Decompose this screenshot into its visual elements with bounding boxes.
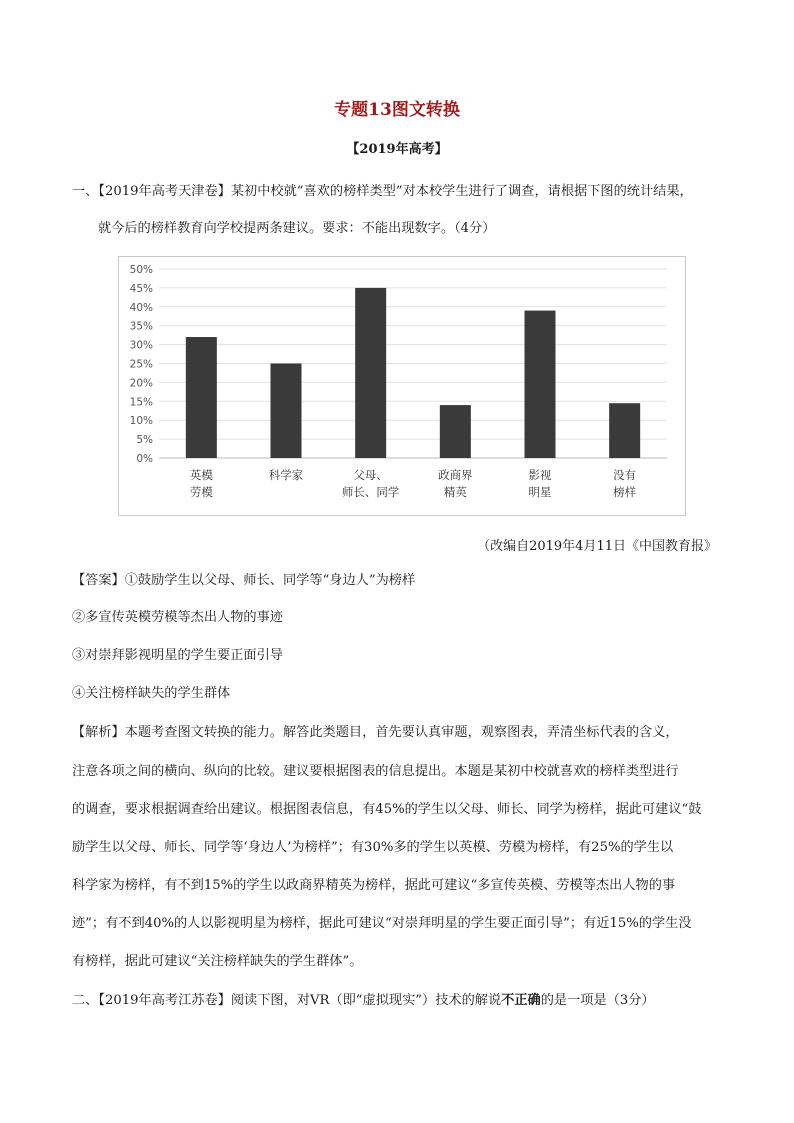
y-tick-label: 5% xyxy=(136,434,153,447)
source-citation: （改编自2019年4月11日《中国教育报》 xyxy=(477,539,717,554)
answer-line-1: 【答案】①鼓励学生以父母、师长、同学等“身边人”为榜样 xyxy=(72,573,416,588)
analysis-line-2: 注意各项之间的横向、纵向的比较。建议要根据图表的信息提出。本题是某初中校就喜欢的榜样类型进行 xyxy=(72,764,679,779)
page-title: 专题13图文转换 xyxy=(334,100,460,120)
y-tick-label: 30% xyxy=(129,339,153,352)
x-category-label: 精英 xyxy=(443,485,467,499)
x-category-label: 影视 xyxy=(528,468,552,482)
y-tick-label: 40% xyxy=(129,301,153,314)
question-2-text-post: 的是一项是（3分） xyxy=(540,993,655,1008)
analysis-line-6: 迹”；有不到40%的人以影视明星为榜样，据此可建议“对崇拜明星的学生要正面引导”；有近15%的学生没 xyxy=(72,916,692,931)
x-category-label: 政商界 xyxy=(438,468,473,482)
question-1-line-2: 就今后的榜样教育向学校提两条建议。要求：不能出现数字。（4分） xyxy=(98,221,496,236)
bar xyxy=(440,405,471,458)
analysis-line-1: 【解析】本题考查图文转换的能力。解答此类题目，首先要认真审题，观察图表，弄清坐标代表的含义， xyxy=(72,725,679,740)
x-category-label: 榜样 xyxy=(613,485,637,499)
y-tick-label: 50% xyxy=(129,264,153,276)
x-category-label: 英模 xyxy=(189,468,213,482)
x-category-label: 父母、 xyxy=(353,468,388,482)
y-tick-label: 25% xyxy=(129,358,153,371)
bar xyxy=(186,337,217,458)
y-tick-label: 35% xyxy=(129,320,153,333)
x-category-label: 科学家 xyxy=(268,468,304,482)
section-subtitle: 【2019年高考】 xyxy=(346,142,448,157)
bar xyxy=(355,288,386,458)
bar-chart xyxy=(118,256,686,516)
y-tick-label: 0% xyxy=(136,453,153,465)
answer-line-3: ③对崇拜影视明星的学生要正面引导 xyxy=(72,648,283,663)
analysis-line-3: 的调查，要求根据调查给出建议。根据图表信息，有45%的学生以父母、师长、同学为榜样，据此可建议“鼓 xyxy=(72,802,702,817)
bar-chart-svg xyxy=(119,257,685,515)
bar xyxy=(525,311,556,458)
y-tick-label: 20% xyxy=(129,377,153,390)
y-tick-label: 10% xyxy=(129,415,153,428)
answer-line-2: ②多宣传英模劳模等杰出人物的事迹 xyxy=(72,610,283,625)
question-1-line-1: 一、【2019年高考天津卷】某初中校就“喜欢的榜样类型”对本校学生进行了调查，请根据下图的统计结果， xyxy=(72,184,693,199)
analysis-line-5: 科学家为榜样，有不到15%的学生以政商界精英为榜样，据此可建议“多宣传英模、劳模等杰出人物的事 xyxy=(72,878,676,893)
answer-line-4: ④关注榜样缺失的学生群体 xyxy=(72,686,231,701)
question-2-text-bold: 不正确 xyxy=(501,993,541,1008)
x-category-label: 没有 xyxy=(613,468,637,482)
bar xyxy=(271,364,302,459)
x-category-label: 劳模 xyxy=(189,485,213,499)
bar xyxy=(609,403,640,458)
x-category-label: 师长、同学 xyxy=(341,485,400,499)
question-2-line xyxy=(72,991,655,1011)
analysis-line-7: 有榜样，据此可建议“关注榜样缺失的学生群体”。 xyxy=(72,954,363,969)
analysis-line-4: 励学生以父母、师长、同学等‘身边人’为榜样”；有30%多的学生以英模、劳模为榜样，有25%的学生以 xyxy=(72,840,674,855)
x-category-label: 明星 xyxy=(528,485,552,499)
question-2-text-pre: 二、【2019年高考江苏卷】阅读下图，对VR（即“虚拟现实”）技术的解说 xyxy=(72,993,502,1008)
y-tick-label: 45% xyxy=(129,282,153,295)
y-tick-label: 15% xyxy=(129,396,153,409)
